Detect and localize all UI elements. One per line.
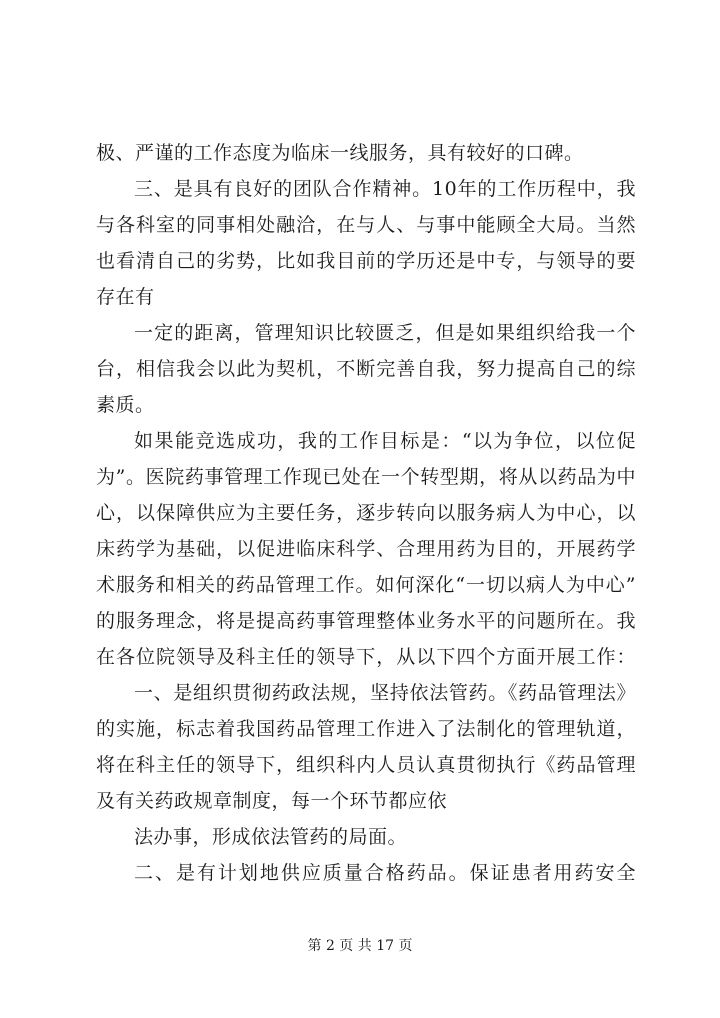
text-line: 与各科室的同事相处融洽，在与人、与事中能顾全大局。当然: [96, 214, 636, 236]
text-line: 存在有: [96, 286, 155, 308]
text-line: 素质。: [96, 394, 155, 416]
text-line: 床药学为基础，以促进临床科学、合理用药为目的，开展药学: [96, 538, 636, 560]
text-line: 及有关药政规章制度，每一个环节都应依: [96, 790, 448, 812]
text-line: 术服务和相关的药品管理工作。如何深化“一切以病人为中心”: [96, 574, 636, 596]
text-line: 的实施，标志着我国药品管理工作进入了法制化的管理轨道，: [96, 718, 636, 740]
text-line: 的服务理念，将是提高药事管理整体业务水平的问题所在。我: [96, 610, 636, 632]
text-line: 将在科主任的领导下，组织科内人员认真贯彻执行《药品管理: [96, 754, 636, 776]
text-line: 为”。医院药事管理工作现已处在一个转型期，将从以药品为中: [96, 466, 636, 488]
text-line: 心，以保障供应为主要任务，逐步转向以服务病人为中心，以: [96, 502, 636, 524]
text-line: 台，相信我会以此为契机，不断完善自我，努力提高自己的综: [96, 358, 636, 380]
text-line: 二、是有计划地供应质量合格药品。保证患者用药安全: [134, 862, 636, 884]
document-body: [96, 135, 636, 891]
text-line: 极、严谨的工作态度为临床一线服务，具有较好的口碑。: [96, 142, 584, 164]
text-line: 三、是具有良好的团队合作精神。10年的工作历程中，我: [134, 178, 636, 200]
page-footer: 第 2 页 共 17 页: [307, 938, 413, 954]
text-line: 一、是组织贯彻药政法规，坚持依法管药。《药品管理法》: [134, 682, 636, 704]
text-line: 一定的距离，管理知识比较匮乏，但是如果组织给我一个: [134, 322, 636, 344]
text-line: 也看清自己的劣势，比如我目前的学历还是中专，与领导的要: [96, 250, 636, 272]
text-line: 在各位院领导及科主任的领导下，从以下四个方面开展工作：: [96, 646, 636, 668]
text-line: 法办事，形成依法管药的局面。: [134, 826, 408, 848]
text-line: 如果能竞选成功，我的工作目标是：“以为争位，以位促: [134, 430, 636, 452]
